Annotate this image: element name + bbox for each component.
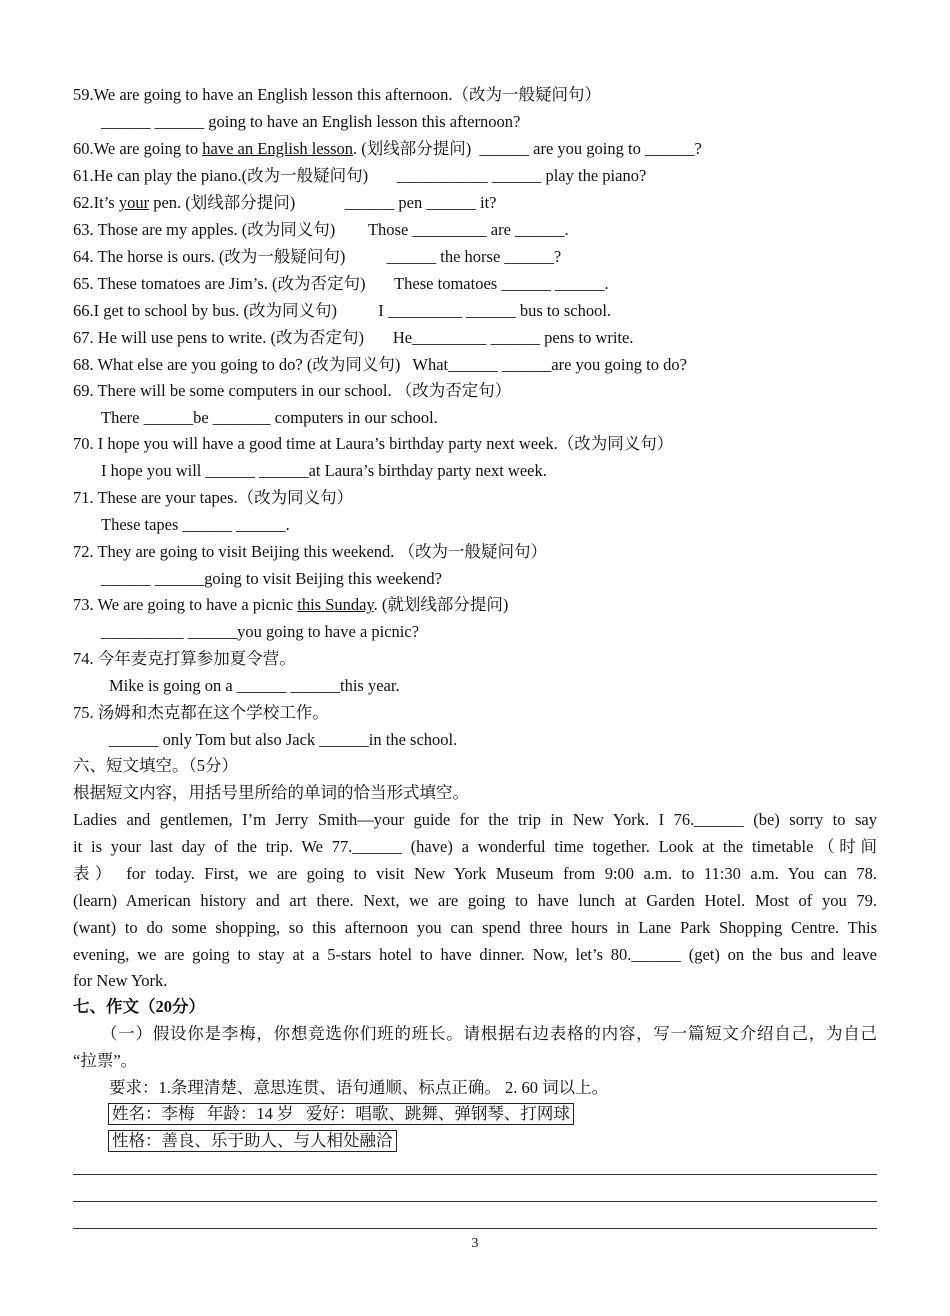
question-59-answer-line: ______ ______ going to have an English lesson this afternoon?	[101, 112, 521, 131]
q60-underlined-phrase: have an English lesson	[202, 139, 354, 158]
section-6-instruction: 根据短文内容，用括号里所给的单词的恰当形式填空。	[73, 783, 469, 802]
q62-text-post: pen. (划线部分提问) ______ pen ______ it?	[149, 193, 497, 212]
question-69-answer-line: There ______be _______ computers in our school.	[101, 408, 438, 427]
passage-line: evening, we are going to stay at a 5-stars hotel to have dinner. Now, let’s 80.______ (get) on the bus and leave	[73, 945, 877, 964]
question-70-answer-line: I hope you will ______ ______at Laura’s birthday party next week.	[101, 461, 547, 480]
question-61: 61.He can play the piano.(改为一般疑问句) ___________ ______ play the piano?	[73, 166, 647, 185]
question-75-answer-line: ______ only Tom but also Jack ______in the school.	[109, 730, 458, 749]
q60-text-pre: 60.We are going to	[73, 139, 203, 158]
question-70: 70. I hope you will have a good time at Laura’s birthday party next week.（改为同义句）	[73, 434, 674, 453]
q62-text-pre: 62.It’s	[73, 193, 119, 212]
question-73-answer-line: __________ ______you going to have a picnic?	[101, 622, 420, 641]
answer-rule	[73, 1201, 877, 1202]
q62-underlined-word: your	[118, 193, 150, 212]
q73-underlined-phrase: this Sunday	[297, 595, 374, 614]
info-table-row-2: 性格：善良、乐于助人、与人相处融洽	[108, 1130, 397, 1152]
question-75: 75. 汤姆和杰克都在这个学校工作。	[73, 703, 329, 722]
page-number: 3	[471, 1236, 479, 1251]
question-69: 69. There will be some computers in our school. （改为否定句）	[73, 381, 512, 400]
question-71: 71. These are your tapes.（改为同义句）	[73, 488, 354, 507]
section-6-heading: 六、短文填空。（5分）	[73, 756, 238, 775]
question-64: 64. The horse is ours. (改为一般疑问句) ______ the horse ______?	[73, 247, 562, 266]
question-71-answer-line: These tapes ______ ______.	[101, 515, 290, 534]
q60-text-post: . (划线部分提问) ______ are you going to ______?	[353, 139, 702, 158]
q73-text-pre: 73. We are going to have a picnic	[73, 595, 298, 614]
info-table-row-1: 姓名：李梅 年龄：14 岁 爱好：唱歌、跳舞、弹钢琴、打网球	[108, 1103, 574, 1125]
question-63: 63. Those are my apples. (改为同义句) Those _________ are ______.	[73, 220, 569, 239]
question-62	[73, 193, 496, 213]
question-73	[73, 595, 508, 615]
section-7-heading: 七、作文（20分）	[73, 997, 205, 1016]
passage-line: it is your last day of the trip. We 77.______ (have) a wonderful time together. Look at the timetable（时间	[73, 837, 877, 856]
question-66: 66.I get to school by bus. (改为同义句) I _________ ______ bus to school.	[73, 301, 612, 320]
passage-line: Ladies and gentlemen, I’m Jerry Smith—your guide for the trip in New York. I 76.______ (be) sorry to say	[73, 810, 877, 829]
q73-text-post: . (就划线部分提问)	[373, 595, 509, 614]
writing-prompt-line-2: “拉票”。	[73, 1051, 138, 1070]
question-68: 68. What else are you going to do? (改为同义句) What______ ______are you going to do?	[73, 355, 687, 374]
question-72: 72. They are going to visit Beijing this weekend. （改为一般疑问句）	[73, 542, 548, 561]
question-72-answer-line: ______ ______going to visit Beijing this weekend?	[101, 569, 442, 588]
answer-rule	[73, 1174, 877, 1175]
answer-rule	[73, 1228, 877, 1229]
passage-line: 表） for today. First, we are going to visit New York Museum from 9:00 a.m. to 11:30 a.m. You can 78.	[73, 864, 877, 883]
question-67: 67. He will use pens to write. (改为否定句) He_________ ______ pens to write.	[73, 328, 634, 347]
passage-line: (learn) American history and art there. Next, we are going to have lunch at Garden Hotel. Most of you 79.	[73, 891, 877, 910]
passage-line: (want) to do some shopping, so this afternoon you can spend three hours in Lane Park Shopping Centre. This	[73, 918, 877, 937]
writing-requirements: 要求：1.条理清楚、意思连贯、语句通顺、标点正确。 2. 60 词以上。	[109, 1078, 609, 1097]
question-59: 59.We are going to have an English lesson this afternoon.（改为一般疑问句）	[73, 85, 601, 104]
passage-line-last: for New York.	[73, 971, 168, 990]
writing-prompt-line-1: （一）假设你是李梅，你想竞选你们班的班长。请根据右边表格的内容，写一篇短文介绍自己，为自己	[101, 1024, 877, 1043]
question-74: 74. 今年麦克打算参加夏令营。	[73, 649, 296, 668]
question-74-answer-line: Mike is going on a ______ ______this year.	[109, 676, 400, 695]
question-60	[73, 139, 702, 159]
question-65: 65. These tomatoes are Jim’s. (改为否定句) These tomatoes ______ ______.	[73, 274, 609, 293]
